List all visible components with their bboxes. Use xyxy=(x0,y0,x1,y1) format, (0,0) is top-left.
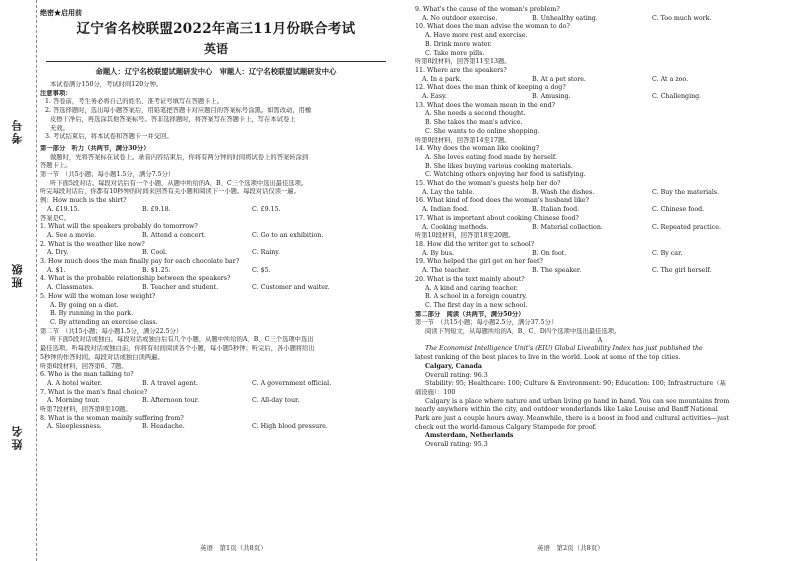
city-1-desc-line: Park are just a couple hours away. Meanwhile, there is a boost in food and cultural activities—just xyxy=(415,415,729,423)
note-line: 无效。 xyxy=(50,124,69,132)
binding-margin xyxy=(0,0,37,561)
part1-desc-line: 做题时，先将答案标在试卷上。录音内容结束后，你将有两分钟的时间将试卷上的答案转涂到 xyxy=(50,153,309,161)
question-2-options xyxy=(40,249,392,258)
option-b[interactable]: B. Drink more water. xyxy=(425,40,492,48)
page-2-footer: 英语 第2页（共8页） xyxy=(537,544,604,552)
example-options xyxy=(40,206,392,215)
question-11-options xyxy=(415,76,785,85)
option-c[interactable]: C. Challenging. xyxy=(652,93,702,101)
option-c[interactable]: C. Go to an exhibition. xyxy=(252,231,324,239)
question-12: 12. What does the man think of keeping a dog? xyxy=(415,84,566,92)
option-b[interactable]: B. Amusing. xyxy=(532,93,571,101)
option-a[interactable]: A. Sleeplessness. xyxy=(47,423,102,431)
option-b[interactable]: B. Wash the dishes. xyxy=(532,188,595,196)
part2-desc: 阅读下列短文，从每题所给的A、B、C、D四个选项中选出最佳选项。 xyxy=(425,328,621,336)
secret-mark: 绝密★启用前 xyxy=(40,8,82,17)
option-a[interactable]: A. Cooking methods. xyxy=(422,223,489,231)
exam-authors: 命题人：辽宁名校联盟试题研发中心 审题人：辽宁名校联盟试题研发中心 xyxy=(95,67,337,76)
notes-title: 注意事项： xyxy=(40,89,72,97)
option-a[interactable]: A. No outdoor exercise. xyxy=(422,14,498,22)
part2-title: 第二部分 阅读（共两节，满分50分） xyxy=(415,310,525,318)
option-b[interactable]: B. Attend a concert. xyxy=(142,231,206,239)
city-1-desc-line: Calgary is a place where nature and urban living go hand in hand. You can see mountains from xyxy=(425,397,730,405)
option-b[interactable]: B. On foot. xyxy=(532,249,567,257)
option-c[interactable]: C. Take more pills. xyxy=(425,49,485,57)
option-b[interactable]: B. Headache. xyxy=(142,423,185,431)
option-b[interactable]: B. A school in a foreign country. xyxy=(425,293,528,301)
question-9: 9. What's the cause of the woman's problem? xyxy=(415,6,560,13)
sec2-title: 第二节 （共15小题；每小题1.5分，满分22.5分） xyxy=(40,327,183,335)
text-8-intro: 听第8段材料，回答第11至13题。 xyxy=(415,58,511,66)
option-b[interactable]: B. Unhealthy eating. xyxy=(532,14,598,22)
option-c[interactable]: C. A government official. xyxy=(252,379,332,387)
question-11: 11. Where are the speakers? xyxy=(415,66,507,74)
exam-subject: 英语 xyxy=(203,42,228,56)
option-a[interactable]: A. See a movie. xyxy=(47,231,97,239)
page-1-column xyxy=(40,8,392,432)
question-20: 20. What is the text mainly about? xyxy=(415,275,525,283)
city-1-desc-line: nearly anywhere within the city, and outdoor wonderlands like Lake Louise and Banff National xyxy=(415,406,718,414)
binding-label-class: 班级 xyxy=(11,262,24,288)
option-b[interactable]: B. $1.25. xyxy=(142,266,171,274)
sec2-desc-line: 5秒钟的作答时间。每段对话或独白读两遍。 xyxy=(40,353,164,361)
question-6-options xyxy=(40,380,392,389)
option-c[interactable]: C. Chinese food. xyxy=(652,206,705,214)
option-a[interactable]: A. Lay the table. xyxy=(422,188,475,196)
option-a[interactable]: A. By going on a diet. xyxy=(50,301,119,309)
option-a[interactable]: A. Morning tour. xyxy=(47,397,100,405)
option-b[interactable]: B. The speaker. xyxy=(532,267,582,275)
question-19: 19. Who helped the girl get on her feet? xyxy=(415,258,543,266)
passage-intro-line: The Economist Intelligence Unit's (EIU) Global Liveability Index has just published the xyxy=(425,345,703,353)
question-16: 16. What kind of food does the woman's husband like? xyxy=(415,197,589,205)
option-a[interactable]: A. Have more rest and exercise. xyxy=(425,32,528,40)
question-19-options xyxy=(415,267,785,276)
question-10: 10. What does the man advise the woman to do? xyxy=(415,23,570,31)
option-b[interactable]: B. At a pet store. xyxy=(532,75,586,83)
question-6: 6. Who is the man talking to? xyxy=(40,371,134,379)
option-c[interactable]: C. High blood pressure. xyxy=(252,423,328,431)
binding-label-name: 姓名 xyxy=(11,424,24,450)
option-a[interactable]: A. Dry. xyxy=(47,249,69,257)
city-1-name: Calgary, Canada xyxy=(425,362,482,370)
question-14: 14. Why does the woman like cooking? xyxy=(415,145,540,153)
passage-intro-line: latest ranking of the best places to live in the world. Look at some of the top cities. xyxy=(415,354,681,362)
question-17-options xyxy=(415,224,785,233)
part2-sec1-title: 第一节 （共15小题；每小题2.5分，满分37.5分） xyxy=(415,319,558,327)
question-9-options xyxy=(415,15,785,24)
exam-title: 辽宁省名校联盟2022年高三11月份联合考试 xyxy=(76,21,356,37)
text-10-intro: 听第10段材料，回答第18至20题。 xyxy=(415,232,515,240)
option-c[interactable]: C. Rainy. xyxy=(252,249,281,257)
part1-title: 第一部分 听力（共两节，满分30分） xyxy=(40,144,150,152)
question-12-options xyxy=(415,93,785,102)
question-18-options xyxy=(415,250,785,259)
option-a[interactable]: A. Classmates. xyxy=(47,284,94,292)
binding-label-exam-number: 考号 xyxy=(11,118,24,144)
sec2-desc-line: 听下面5段对话或独白。每段对话或独白后有几个小题，从题中所给的A、B、C三个选项中选出 xyxy=(50,336,314,344)
city-2-name: Amsterdam, Netherlands xyxy=(425,432,514,440)
option-a[interactable]: A. Indian food. xyxy=(422,206,469,214)
option-c[interactable]: C. By attending an exercise class. xyxy=(50,318,158,326)
city-1-stats-line: 础设施）：100 xyxy=(415,388,456,396)
page-1-footer: 英语 第1页（共8页） xyxy=(200,544,267,552)
score-line: 本试卷满分150分，考试时间120分钟。 xyxy=(50,81,163,88)
option-a[interactable]: A. A kind and caring teacher. xyxy=(425,284,518,292)
option-a[interactable]: A. She needs a second thought. xyxy=(425,110,526,118)
question-5: 5. How will the woman lose weight? xyxy=(40,292,156,300)
option-c[interactable]: C. Watching others enjoying her food is satisfying. xyxy=(425,171,586,179)
option-c[interactable]: C. £9.15. xyxy=(252,205,281,213)
option-a[interactable]: A. In a park. xyxy=(422,75,462,83)
question-4: 4. What is the probable relationship between the speakers? xyxy=(40,275,231,283)
option-a[interactable]: A. The teacher. xyxy=(422,267,471,275)
sec1-desc-line: 听完每段对话后，你都有10秒钟的时间来回答有关小题和阅读下一小题。每段对话仅读一遍。 xyxy=(40,188,300,196)
text-9-intro: 听第9段材料，回答第14至17题。 xyxy=(415,136,511,144)
question-1-options xyxy=(40,232,392,241)
option-a[interactable]: A. $1. xyxy=(47,266,66,274)
note-line: 3. 考试结束后，将本试卷和答题卡一并交回。 xyxy=(45,133,173,141)
question-2: 2. What is the weather like now? xyxy=(40,240,145,248)
city-2-rating: Overall rating: 95.3 xyxy=(425,441,488,449)
option-a[interactable]: A. Easy. xyxy=(422,93,447,101)
question-7: 7. What is the man's final choice? xyxy=(40,388,148,396)
option-a[interactable]: A. She loves eating food made by herself. xyxy=(425,153,557,161)
option-c[interactable]: C. $5. xyxy=(252,266,271,274)
sec1-title: 第一节 （共5小题；每小题1.5分，满分7.5分） xyxy=(40,171,175,179)
option-b[interactable]: B. Teacher and student. xyxy=(142,284,219,292)
option-c[interactable]: C. The first day in a new school. xyxy=(425,301,528,309)
option-a[interactable]: A. £19.15. xyxy=(47,205,80,213)
question-18: 18. How did the writer get to school? xyxy=(415,240,535,248)
note-line: 1. 答卷前，考生务必将自己的姓名、准考证号填写在答题卡上。 xyxy=(45,98,224,106)
passage-label: A xyxy=(597,336,603,344)
option-b[interactable]: B. Cool. xyxy=(142,249,168,257)
question-8-options xyxy=(40,423,392,432)
example-answer: 答案是C。 xyxy=(40,214,71,222)
option-b[interactable]: B. Italian food. xyxy=(532,206,580,214)
city-1-rating: Overall rating: 96.3 xyxy=(425,371,488,379)
question-3: 3. How much does the man finally pay for each chocolate bar? xyxy=(40,258,240,266)
text-7-intro: 听第7段材料，回答第8至10题。 xyxy=(40,406,132,414)
question-15-options xyxy=(415,189,785,198)
sec1-desc-line: 例：How much is the shirt? xyxy=(40,197,127,205)
question-1: 1. What will the speakers probably do tomorrow? xyxy=(40,223,198,231)
city-1-stats-line: Stability: 95; Healthcare: 100; Culture & Environment: 90; Education: 100; Infrastructure（基 xyxy=(425,380,726,388)
option-b[interactable]: B. A travel agent. xyxy=(142,379,198,387)
page-2-column xyxy=(415,6,785,450)
exam-page-2 xyxy=(397,0,794,561)
question-15: 15. What do the woman's guests help her do? xyxy=(415,180,561,188)
title-divider xyxy=(46,61,386,62)
option-b[interactable]: B. Material collection. xyxy=(532,223,603,231)
option-c[interactable]: C. She wants to do online shopping. xyxy=(425,127,540,135)
question-7-options xyxy=(40,397,392,406)
part1-desc-line: 答题卡上。 xyxy=(40,162,72,170)
question-13: 13. What does the woman mean in the end? xyxy=(415,101,555,109)
option-b[interactable]: B. She takes the man's advice. xyxy=(425,119,523,127)
sec2-desc-line: 最佳选项。听每段对话或独白前，你将有时间阅读各个小题，每小题5秒钟；听完后，各小题将给出 xyxy=(40,345,315,353)
option-c[interactable]: C. At a zoo. xyxy=(652,75,689,83)
question-8: 8. What is the woman mainly suffering from? xyxy=(40,414,184,422)
option-c[interactable]: C. The girl herself. xyxy=(652,267,712,275)
option-c[interactable]: C. Customer and waiter. xyxy=(252,284,330,292)
option-c[interactable]: C. Too much work. xyxy=(652,14,712,22)
question-17: 17. What is important about cooking Chinese food? xyxy=(415,214,579,222)
option-a[interactable]: A. A hotel waiter. xyxy=(47,379,102,387)
option-c[interactable]: C. Repeated practice. xyxy=(652,223,721,231)
option-a[interactable]: A. By bus. xyxy=(422,249,455,257)
note-line: 皮擦干净后，再选涂其他答案标号。答非选择题时，将答案写在答题卡上，写在本试卷上 xyxy=(50,115,296,123)
question-3-options xyxy=(40,267,392,276)
city-1-desc-line: check out the world-famous Calgary Stampede for proof. xyxy=(415,423,597,431)
option-c[interactable]: C. All-day tour. xyxy=(252,397,300,405)
note-line: 2. 答选择题时，选出每小题答案后，用铅笔把答题卡对应题目的答案标号涂黑。如需改动，用橡 xyxy=(45,107,312,115)
question-4-options xyxy=(40,284,392,293)
text-6-intro: 听第6段材料，回答第6、7题。 xyxy=(40,362,128,370)
option-b[interactable]: B. Afternoon tour. xyxy=(142,397,200,405)
question-16-options xyxy=(415,206,785,215)
option-b[interactable]: B. By running in the park. xyxy=(50,310,134,318)
option-c[interactable]: C. Buy the materials. xyxy=(652,188,720,196)
sec1-desc-line: 听下面5段对话。每段对话后有一个小题，从题中所给的A、B、C三个选项中选出最佳选项。 xyxy=(50,179,308,187)
option-b[interactable]: B. She likes buying various cooking materials. xyxy=(425,162,573,170)
option-b[interactable]: B. £9.18. xyxy=(142,205,171,213)
option-c[interactable]: C. By car. xyxy=(652,249,683,257)
